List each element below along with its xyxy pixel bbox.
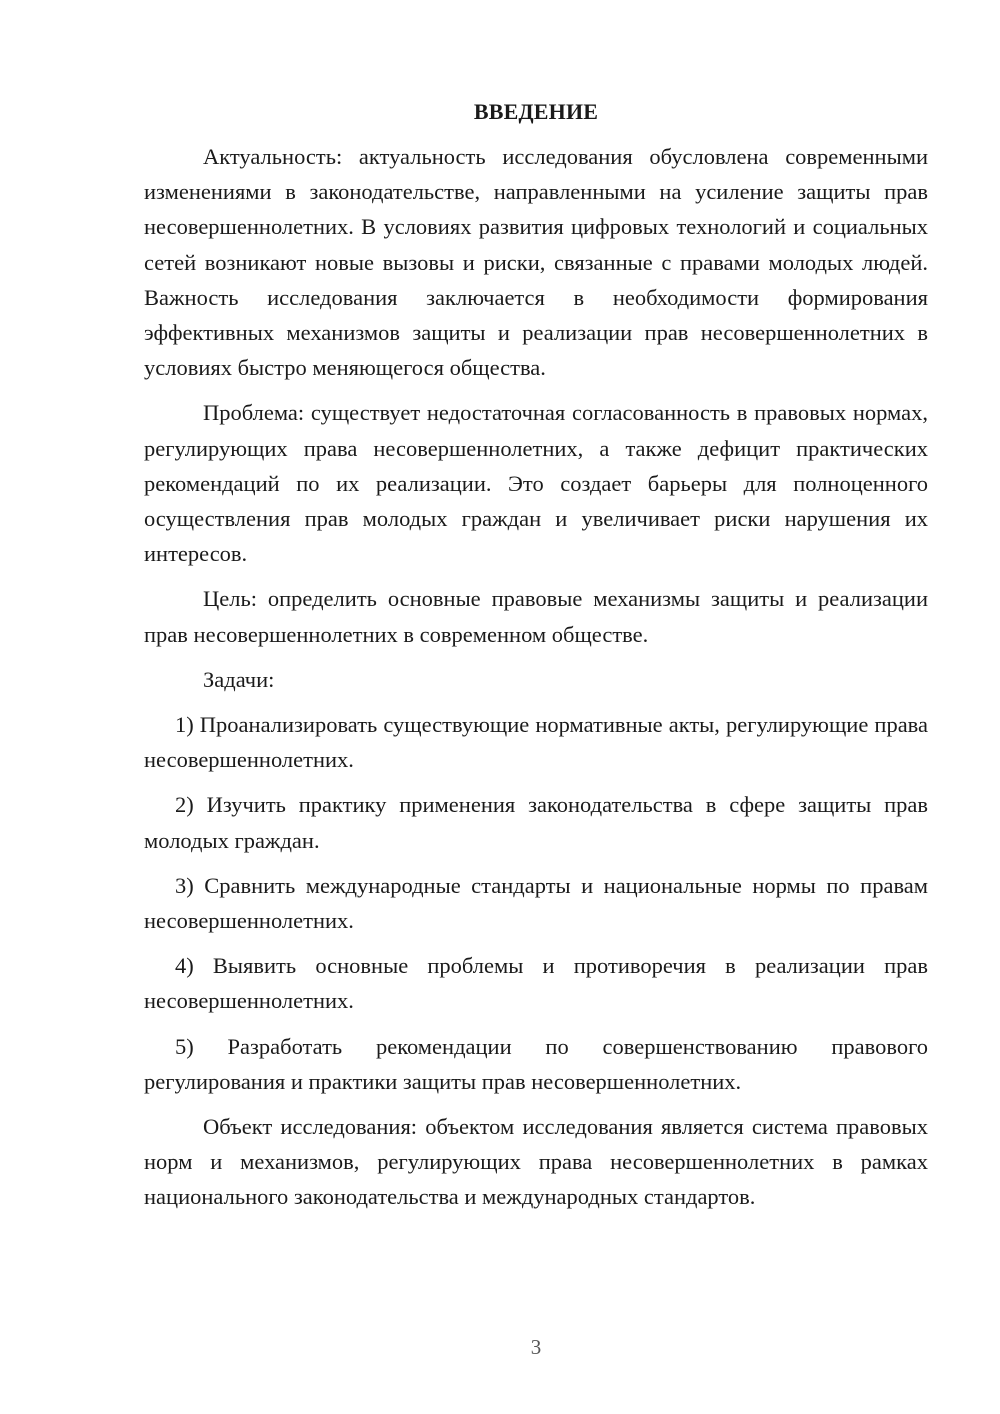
document-title: ВВЕДЕНИЕ (473, 99, 599, 124)
task-item-5: 5) Разработать рекомендации по совершенствованию правового регулирования и практики защиты прав несовершеннолетних. (144, 1033, 928, 1094)
paragraph-problem: Проблема: существует недостаточная согласованность в правовых нормах, регулирующих права несовершеннолетних, а также дефицит практических рекомендаций по их реализации. Это создает барьеры для полноценного осуществления прав молодых граждан и увеличивает риски нарушения их интересов. (144, 400, 928, 567)
document-body (144, 94, 928, 1225)
task-item-2: 2) Изучить практику применения законодательства в сфере защиты прав молодых граждан. (144, 792, 928, 853)
task-item-1: 1) Проанализировать существующие нормативные акты, регулирующие права несовершеннолетних. (144, 712, 928, 773)
paragraph-goal: Цель: определить основные правовые механизмы защиты и реализации прав несовершеннолетних в современном обществе. (144, 586, 928, 647)
page-number: 3 (530, 1335, 542, 1359)
task-item-4: 4) Выявить основные проблемы и противоречия в реализации прав несовершеннолетних. (144, 953, 928, 1014)
task-item-3: 3) Сравнить международные стандарты и национальные нормы по правам несовершеннолетних. (144, 872, 928, 934)
paragraph-tasks-heading: Задачи: (203, 666, 275, 692)
paragraph-object: Объект исследования: объектом исследования является система правовых норм и механизмов, регулирующих права несовершеннолетних в рамках национального законодательства и международных стандартов. (144, 1114, 928, 1210)
paragraph-relevance: Актуальность: актуальность исследования обусловлена современными изменениями в законодательстве, направленными на усиление защиты прав несовершеннолетних. В условиях развития цифровых технологий и социальных сетей возникают новые вызовы и риски, связанные с правами молодых людей. Важность исследования заключается в необходимости формирования эффективных механизмов защиты и реализации прав несовершеннолетних в условиях быстро меняющегося общества. (144, 144, 928, 381)
